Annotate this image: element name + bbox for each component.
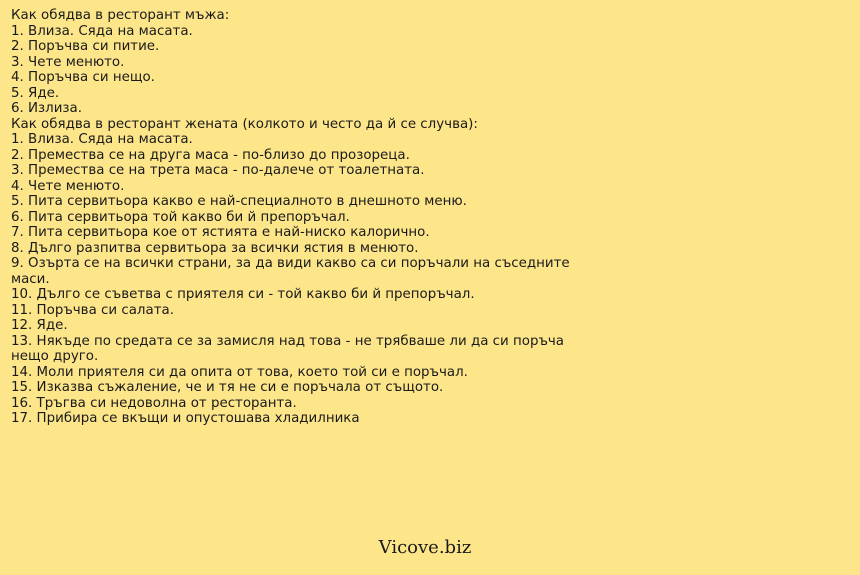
women-step: 16. Тръгва си недоволна от ресторанта. <box>11 395 297 411</box>
men-step: 5. Яде. <box>11 85 60 101</box>
women-step: 5. Пита сервитьора какво е най-специалното в днешното меню. <box>11 194 467 209</box>
women-step: 4. Чете менюто. <box>11 178 125 194</box>
women-step: 14. Моли приятеля си да опита от това, което той си е поръчал. <box>11 364 468 380</box>
men-step: 2. Поръчва си питие. <box>11 39 160 54</box>
women-step: 8. Дълго разпитва сервитьора за всички ястия в менюто. <box>11 240 419 256</box>
site-footer: Vicove.biz <box>378 537 472 558</box>
women-step: 13. Някъде по средата се за замисля над това - не трябваше ли да си поръча нещо друго. <box>11 333 565 364</box>
women-step: 9. Озърта се на всички страни, за да види какво са си поръчали на съседните маси. <box>11 256 570 287</box>
men-step: 3. Чете менюто. <box>11 54 125 70</box>
women-step: 1. Влиза. Сяда на масата. <box>11 132 193 147</box>
women-step: 15. Изказва съжаление, че и тя не си е поръчала от същото. <box>11 380 444 395</box>
men-step: 6. Излиза. <box>11 101 83 116</box>
women-step: 6. Пита сервитьора той какво би й препоръчал. <box>11 209 350 225</box>
women-step: 7. Пита сервитьора кое от ястията е най-ниско калорично. <box>11 225 430 240</box>
women-step: 12. Яде. <box>11 318 68 333</box>
women-step: 11. Поръчва си салата. <box>11 302 174 318</box>
women-step: 2. Премества се на друга маса - по-близо до прозореца. <box>11 147 410 163</box>
joke-text <box>11 8 571 427</box>
men-title: Как обядва в ресторант мъжа: <box>11 8 230 23</box>
men-step: 4. Поръчва си нещо. <box>11 70 155 85</box>
men-step: 1. Влиза. Сяда на масата. <box>11 23 193 39</box>
women-title: Как обядва в ресторант жената (колкото и често да й се случва): <box>11 116 478 132</box>
women-step: 10. Дълго се съветва с приятеля си - той какво би й препоръчал. <box>11 287 475 302</box>
women-step: 17. Прибира се вкъщи и опустошава хладилника <box>11 411 360 426</box>
women-step: 3. Премества се на трета маса - по-далече от тоалетната. <box>11 163 425 178</box>
